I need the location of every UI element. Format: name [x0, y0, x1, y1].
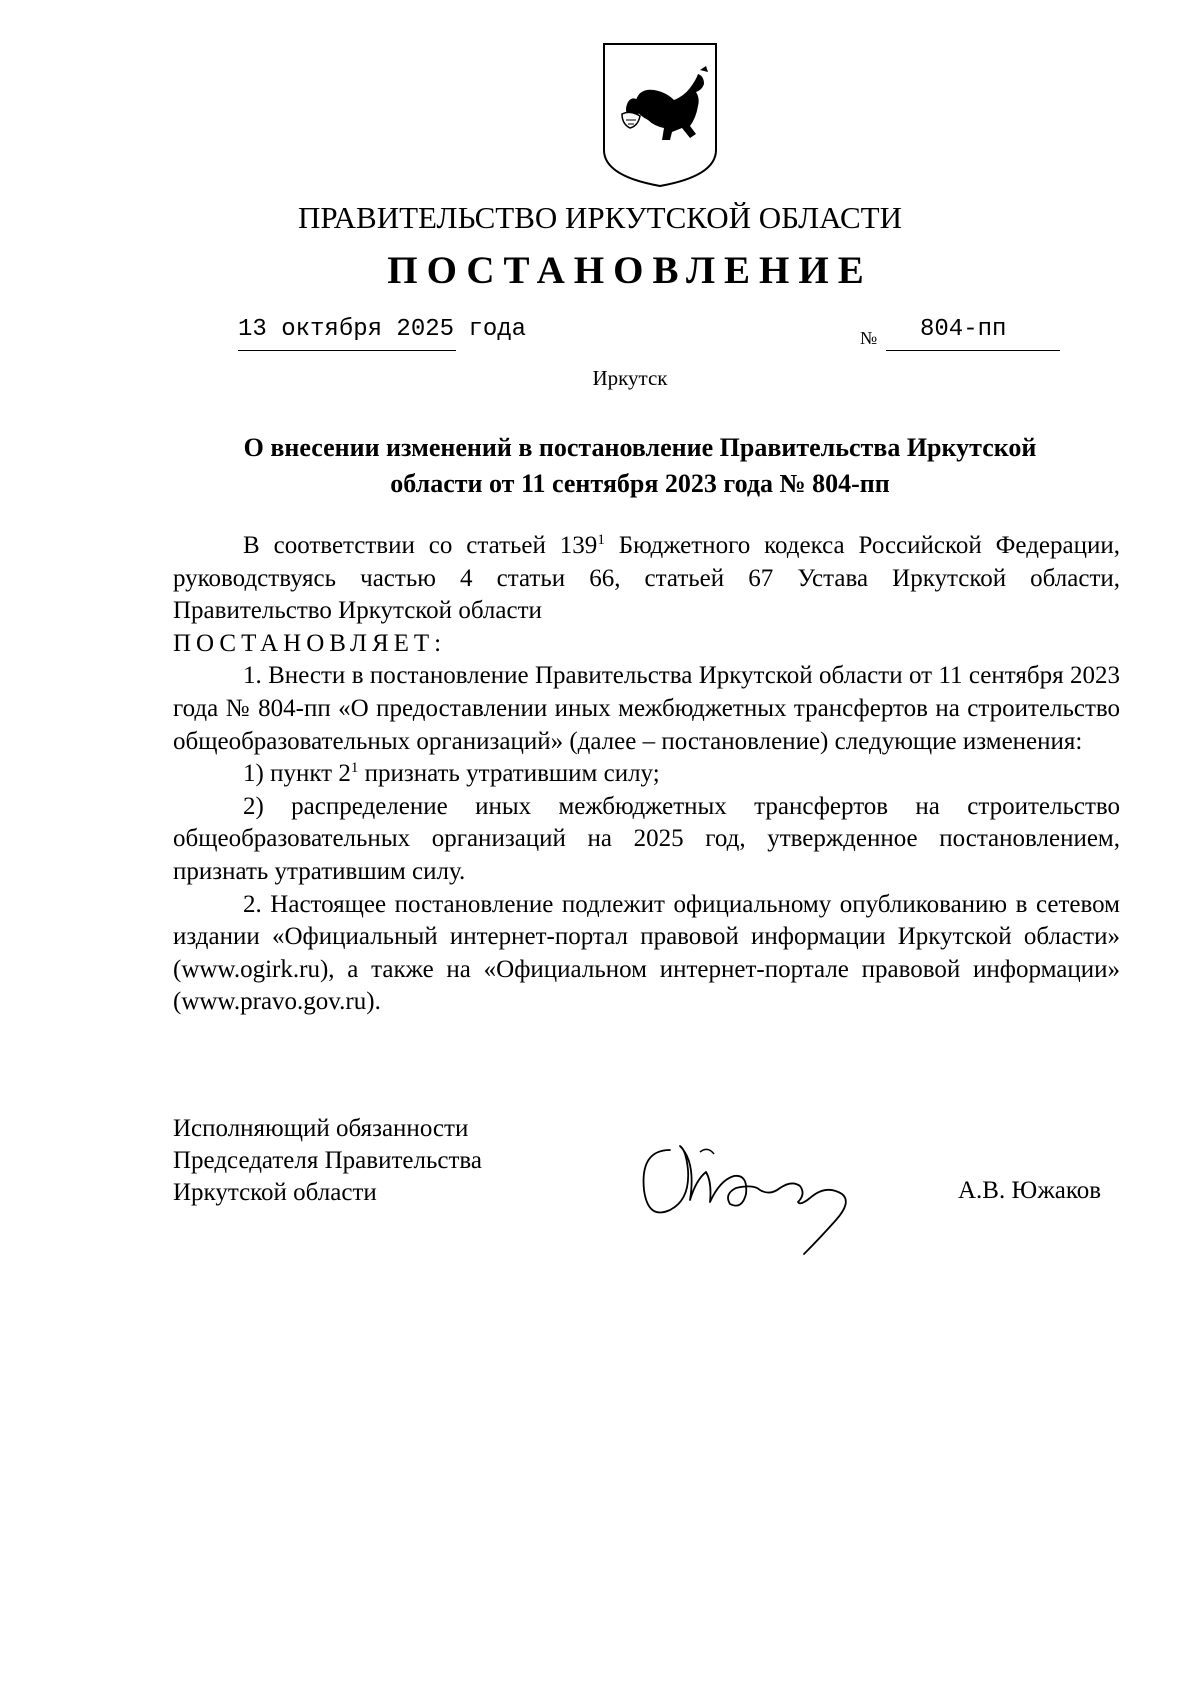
date-underline: [238, 350, 456, 351]
signer-position-line-2: Председателя Правительства: [173, 1147, 482, 1174]
title-line-1: О внесении изменений в постановление Правительства Иркутской: [243, 433, 1037, 462]
signer-name: А.В. Южаков: [958, 1177, 1102, 1204]
signer-position-line-3: Иркутской области: [173, 1179, 377, 1206]
document-number: 804-пп: [920, 316, 1007, 343]
preamble-text-start: В соответствии со статьей 139: [243, 532, 598, 559]
city-name: Иркутск: [592, 366, 668, 390]
title-line-2: области от 11 сентября 2023 года № 804-пп: [390, 469, 890, 498]
resolves-word: ПОСТАНОВЛЯЕТ:: [173, 629, 447, 657]
document-type-heading: ПОСТАНОВЛЕНИЕ: [387, 249, 873, 292]
number-sign: №: [860, 328, 878, 348]
government-name: ПРАВИТЕЛЬСТВО ИРКУТСКОЙ ОБЛАСТИ: [297, 200, 902, 235]
preamble-text-end: Бюджетного кодекса Российской Федерации, руководствуясь частью 4 статьи 66, статьей 67 Устава Иркутской области, Правительство Иркутской области: [173, 532, 1120, 625]
document-title: [200, 430, 1080, 502]
coat-of-arms-emblem: [600, 40, 720, 188]
preamble-superscript: 1: [597, 532, 605, 548]
number-underline: [886, 350, 1060, 351]
item-1-1-text-start: 1) пункт 2: [243, 760, 351, 788]
handwritten-signature-image: [630, 1110, 930, 1260]
item-1-paragraph: 1. Внести в постановление Правительства Иркутской области от 11 сентября 2023 года № 804-пп «О предоставлении иных межбюджетных трансфертов на строительство общеобразовательных организаций» (далее – постановление) следующие изменения:: [173, 662, 1120, 755]
signer-position: [173, 1113, 482, 1209]
item-1-1-text-end: признать утратившим силу;: [358, 760, 660, 788]
item-1-1-superscript: 1: [350, 760, 359, 777]
item-2-paragraph: 2. Настоящее постановление подлежит официальному опубликованию в сетевом издании «Официальный интернет-портал правовой информации Иркутской области» (www.ogirk.ru), а также на «Официальном интернет-портале правовой информации» (www.pravo.gov.ru).: [173, 890, 1120, 1016]
document-date: 13 октября 2025 года: [238, 316, 527, 343]
item-1-2-paragraph: 2) распределение иных межбюджетных трансфертов на строительство общеобразовательных организаций на 2025 год, утвержденное постановлением, признать утратившим силу.: [173, 792, 1120, 885]
signer-position-line-1: Исполняющий обязанности: [173, 1115, 469, 1142]
document-body: [173, 530, 1120, 1019]
preamble-paragraph: [173, 530, 1120, 628]
item-1-1-paragraph: [173, 758, 1120, 791]
